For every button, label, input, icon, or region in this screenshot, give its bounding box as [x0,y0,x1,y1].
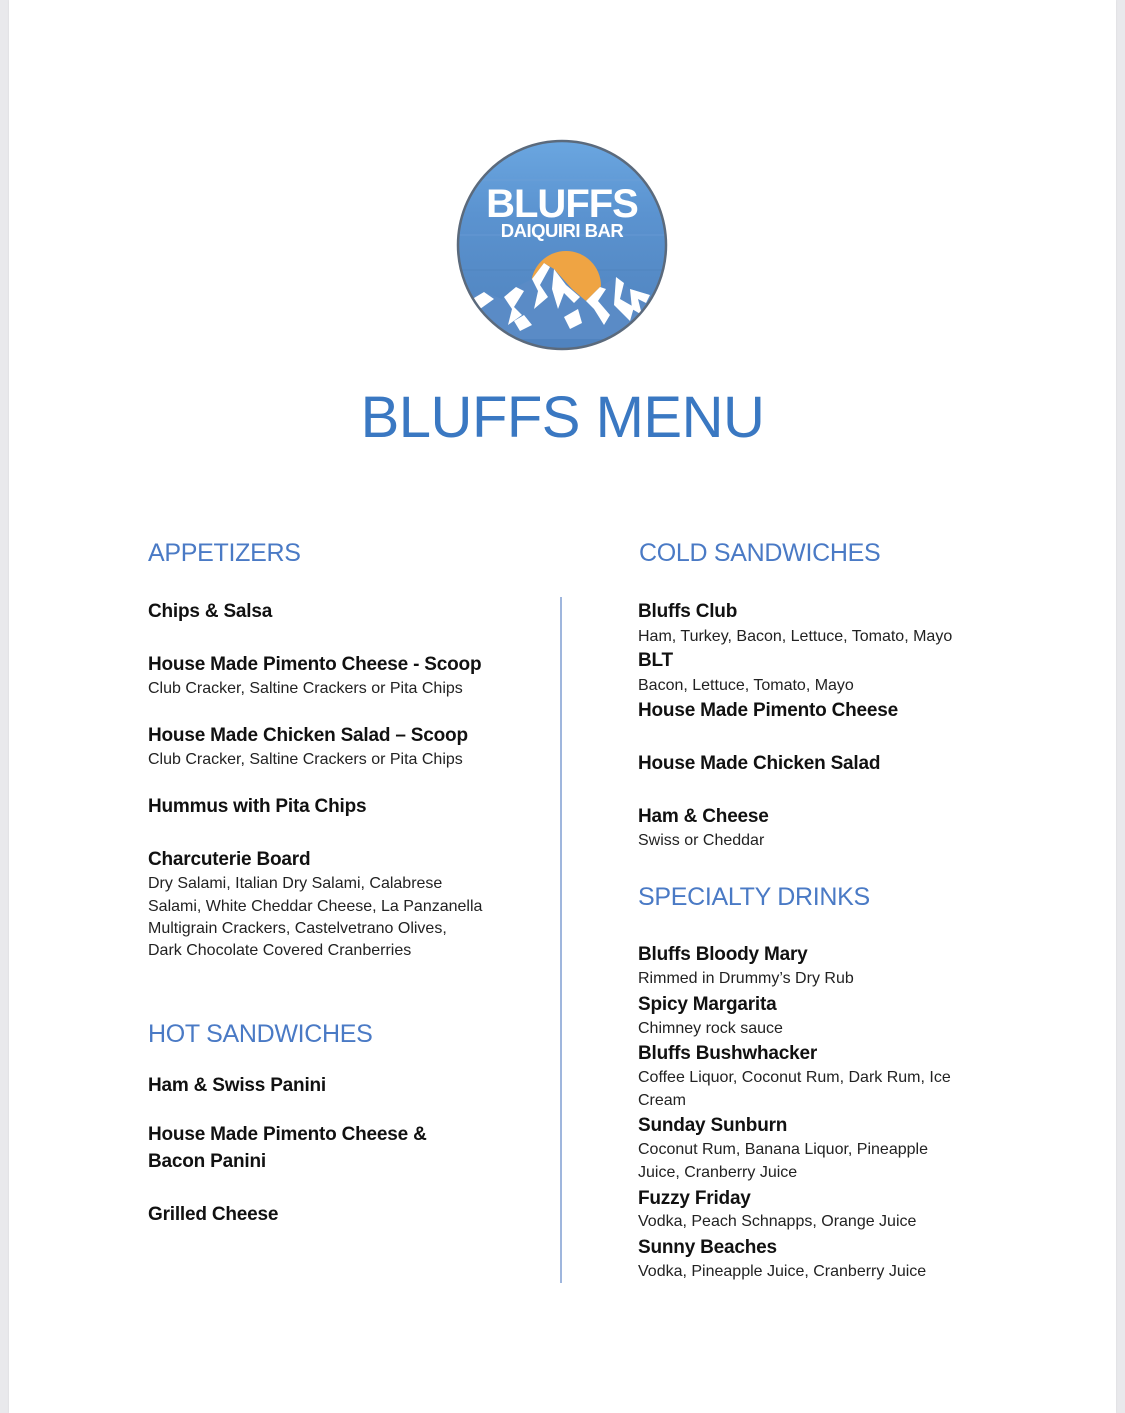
menu-item-description: Juice, Cranberry Juice [638,1164,798,1181]
column-divider [560,597,562,1283]
menu-item-description: Rimmed in Drummy’s Dry Rub [638,970,854,987]
menu-item-name: House Made Chicken Salad [638,753,881,774]
menu-item-name: Bluffs Club [638,601,738,622]
menu-item-name: Ham & Cheese [638,806,769,827]
menu-item-name: Hummus with Pita Chips [148,796,367,817]
menu-item-name: Chips & Salsa [148,601,273,622]
menu-item-name: BLT [638,650,673,671]
menu-item-description: Chimney rock sauce [638,1020,783,1037]
menu-item-description: Dark Chocolate Covered Cranberries [148,942,412,959]
svg-text:BLUFFS: BLUFFS [486,182,638,226]
menu-item-name: Bluffs Bushwhacker [638,1043,818,1064]
menu-item-name: House Made Pimento Cheese & [148,1124,427,1145]
menu-title: BLUFFS MENU [360,385,765,450]
menu-item-name: Sunny Beaches [638,1237,777,1258]
menu-item-description: Vodka, Peach Schnapps, Orange Juice [638,1213,917,1230]
section-heading-appetizers: APPETIZERS [148,539,301,567]
menu-item-name: Fuzzy Friday [638,1188,751,1209]
menu-item-description: Coconut Rum, Banana Liquor, Pineapple [638,1141,928,1158]
menu-item-name: Bacon Panini [148,1151,266,1172]
menu-item-name: Charcuterie Board [148,849,311,870]
menu-item-name: Spicy Margarita [638,994,777,1015]
menu-item-name: Bluffs Bloody Mary [638,944,808,965]
menu-item-description: Club Cracker, Saltine Crackers or Pita Chips [148,680,463,697]
logo-mountain-sun-icon [454,139,670,351]
menu-item-description: Salami, White Cheddar Cheese, La Panzanella [148,898,483,915]
menu-item-description: Dry Salami, Italian Dry Salami, Calabrese [148,875,443,892]
menu-item-description: Bacon, Lettuce, Tomato, Mayo [638,677,854,694]
menu-item-name: Ham & Swiss Panini [148,1075,327,1096]
menu-item-name: House Made Pimento Cheese [638,700,899,721]
section-heading-hot-sandwiches: HOT SANDWICHES [148,1020,373,1048]
menu-item-description: Coffee Liquor, Coconut Rum, Dark Rum, Ice [638,1069,951,1086]
menu-item-name: Sunday Sunburn [638,1115,788,1136]
menu-item-description: Vodka, Pineapple Juice, Cranberry Juice [638,1263,927,1280]
menu-item-description: Swiss or Cheddar [638,832,765,849]
menu-item-name: Grilled Cheese [148,1204,279,1225]
menu-item-description: Ham, Turkey, Bacon, Lettuce, Tomato, Mayo [638,628,953,645]
menu-item-description: Cream [638,1092,687,1109]
menu-item-description: Club Cracker, Saltine Crackers or Pita Chips [148,751,463,768]
svg-text:DAIQUIRI BAR: DAIQUIRI BAR [500,220,624,241]
section-heading-cold-sandwiches: COLD SANDWICHES [639,539,881,567]
bluffs-logo [454,139,670,351]
menu-item-description: Multigrain Crackers, Castelvetrano Olives, [148,920,447,937]
section-heading-specialty-drinks: SPECIALTY DRINKS [638,883,870,911]
menu-item-name: House Made Chicken Salad – Scoop [148,725,468,746]
menu-item-name: House Made Pimento Cheese - Scoop [148,654,482,675]
